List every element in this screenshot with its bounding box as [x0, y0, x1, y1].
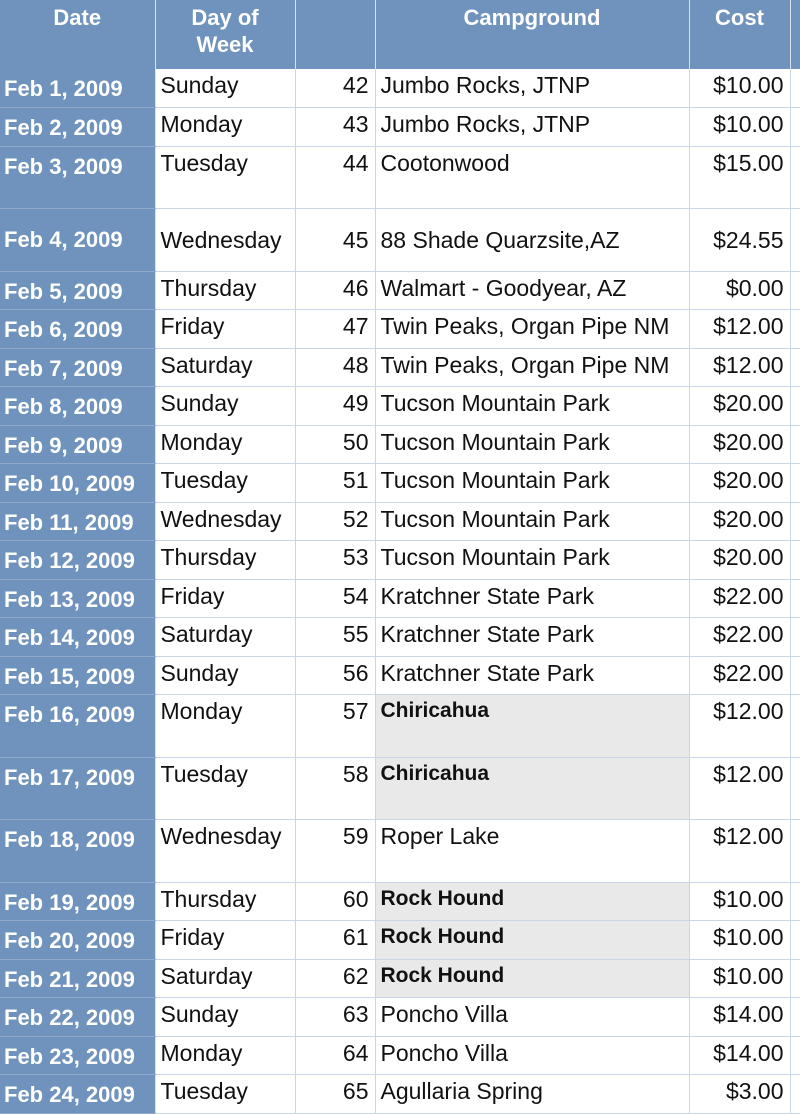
cell-date[interactable]: Feb 10, 2009 — [0, 464, 155, 503]
cell-extra[interactable] — [790, 579, 800, 618]
cell-campground[interactable]: Tucson Mountain Park — [375, 425, 689, 464]
cell-number[interactable]: 51 — [295, 464, 375, 503]
cell-cost[interactable]: $24.55 — [689, 209, 790, 272]
cell-day-of-week[interactable]: Saturday — [155, 618, 295, 657]
cell-date[interactable]: Feb 2, 2009 — [0, 108, 155, 147]
cell-number[interactable]: 56 — [295, 656, 375, 695]
cell-day-of-week[interactable]: Tuesday — [155, 757, 295, 820]
cell-extra[interactable] — [790, 502, 800, 541]
cell-cost[interactable]: $20.00 — [689, 464, 790, 503]
cell-day-of-week[interactable]: Monday — [155, 695, 295, 758]
cell-campground[interactable]: Tucson Mountain Park — [375, 464, 689, 503]
cell-campground[interactable]: Tucson Mountain Park — [375, 502, 689, 541]
cell-day-of-week[interactable]: Wednesday — [155, 820, 295, 883]
cell-cost[interactable]: $20.00 — [689, 425, 790, 464]
cell-day-of-week[interactable]: Wednesday — [155, 209, 295, 272]
cell-campground[interactable]: Poncho Villa — [375, 1036, 689, 1075]
cell-campground[interactable]: Kratchner State Park — [375, 618, 689, 657]
cell-date[interactable]: Feb 12, 2009 — [0, 541, 155, 580]
cell-date[interactable]: Feb 9, 2009 — [0, 425, 155, 464]
header-campground[interactable]: Campground — [375, 0, 689, 69]
cell-extra[interactable] — [790, 757, 800, 820]
cell-day-of-week[interactable]: Tuesday — [155, 464, 295, 503]
cell-cost[interactable]: $15.00 — [689, 146, 790, 209]
cell-campground[interactable]: Kratchner State Park — [375, 579, 689, 618]
cell-number[interactable]: 46 — [295, 271, 375, 310]
cell-extra[interactable] — [790, 1036, 800, 1075]
cell-cost[interactable]: $20.00 — [689, 541, 790, 580]
cell-number[interactable]: 54 — [295, 579, 375, 618]
cell-number[interactable]: 65 — [295, 1075, 375, 1114]
cell-campground[interactable]: Tucson Mountain Park — [375, 387, 689, 426]
cell-cost[interactable]: $22.00 — [689, 579, 790, 618]
cell-date[interactable]: Feb 14, 2009 — [0, 618, 155, 657]
cell-extra[interactable] — [790, 348, 800, 387]
cell-campground[interactable]: Twin Peaks, Organ Pipe NM — [375, 348, 689, 387]
cell-date[interactable]: Feb 17, 2009 — [0, 757, 155, 820]
table-row — [0, 921, 800, 960]
cell-day-of-week[interactable]: Tuesday — [155, 146, 295, 209]
table-row — [0, 579, 800, 618]
cell-day-of-week[interactable]: Monday — [155, 108, 295, 147]
cell-cost[interactable]: $20.00 — [689, 502, 790, 541]
cell-number[interactable]: 43 — [295, 108, 375, 147]
cell-date[interactable]: Feb 18, 2009 — [0, 820, 155, 883]
cell-extra[interactable] — [790, 820, 800, 883]
cell-number[interactable]: 59 — [295, 820, 375, 883]
header-number[interactable] — [295, 0, 375, 69]
cell-campground[interactable]: Chiricahua — [375, 757, 689, 820]
table-row — [0, 271, 800, 310]
cell-cost[interactable]: $10.00 — [689, 108, 790, 147]
cell-campground[interactable]: Rock Hound — [375, 959, 689, 998]
cell-campground[interactable]: Poncho Villa — [375, 998, 689, 1037]
table-row — [0, 425, 800, 464]
cell-cost[interactable]: $0.00 — [689, 271, 790, 310]
cell-number[interactable]: 48 — [295, 348, 375, 387]
cell-extra[interactable] — [790, 618, 800, 657]
cell-campground[interactable]: Rock Hound — [375, 882, 689, 921]
table-row — [0, 541, 800, 580]
header-cost[interactable]: Cost — [689, 0, 790, 69]
cell-extra[interactable] — [790, 69, 800, 108]
cell-cost[interactable]: $14.00 — [689, 1036, 790, 1075]
cell-cost[interactable]: $22.00 — [689, 656, 790, 695]
table-body — [0, 69, 800, 1113]
cell-day-of-week[interactable]: Monday — [155, 1036, 295, 1075]
table-row — [0, 757, 800, 820]
cell-campground[interactable]: Walmart - Goodyear, AZ — [375, 271, 689, 310]
table-row — [0, 618, 800, 657]
cell-number[interactable]: 61 — [295, 921, 375, 960]
cell-day-of-week[interactable]: Thursday — [155, 271, 295, 310]
header-day-of-week[interactable] — [155, 0, 295, 69]
cell-date[interactable]: Feb 22, 2009 — [0, 998, 155, 1037]
cell-cost[interactable]: $12.00 — [689, 820, 790, 883]
cell-date[interactable]: Feb 4, 2009 — [0, 209, 155, 272]
cell-day-of-week[interactable]: Thursday — [155, 882, 295, 921]
cell-date[interactable]: Feb 5, 2009 — [0, 271, 155, 310]
cell-day-of-week[interactable]: Friday — [155, 579, 295, 618]
table-row — [0, 209, 800, 272]
cell-date[interactable]: Feb 6, 2009 — [0, 310, 155, 349]
cell-campground[interactable]: Kratchner State Park — [375, 656, 689, 695]
cell-extra[interactable] — [790, 656, 800, 695]
cell-day-of-week[interactable]: Thursday — [155, 541, 295, 580]
cell-cost[interactable]: $14.00 — [689, 998, 790, 1037]
table-row — [0, 1036, 800, 1075]
table-row — [0, 695, 800, 758]
cell-day-of-week[interactable]: Monday — [155, 425, 295, 464]
cell-day-of-week[interactable]: Tuesday — [155, 1075, 295, 1114]
cell-number[interactable]: 49 — [295, 387, 375, 426]
header-day-line2: Week — [196, 32, 254, 57]
cell-date[interactable]: Feb 20, 2009 — [0, 921, 155, 960]
cell-day-of-week[interactable]: Friday — [155, 310, 295, 349]
cell-date[interactable]: Feb 8, 2009 — [0, 387, 155, 426]
cell-date[interactable]: Feb 23, 2009 — [0, 1036, 155, 1075]
table-row — [0, 348, 800, 387]
cell-number[interactable]: 45 — [295, 209, 375, 272]
cell-cost[interactable]: $3.00 — [689, 1075, 790, 1114]
cell-extra[interactable] — [790, 921, 800, 960]
table-row — [0, 69, 800, 108]
table-row — [0, 656, 800, 695]
header-extra[interactable] — [790, 0, 800, 69]
cell-day-of-week[interactable]: Saturday — [155, 348, 295, 387]
cell-campground[interactable]: Tucson Mountain Park — [375, 541, 689, 580]
cell-campground[interactable]: Twin Peaks, Organ Pipe NM — [375, 310, 689, 349]
cell-day-of-week[interactable]: Sunday — [155, 387, 295, 426]
cell-cost[interactable]: $12.00 — [689, 310, 790, 349]
table-row — [0, 820, 800, 883]
cell-cost[interactable]: $10.00 — [689, 69, 790, 108]
cell-cost[interactable]: $10.00 — [689, 959, 790, 998]
cell-extra[interactable] — [790, 425, 800, 464]
table-row — [0, 387, 800, 426]
cell-campground[interactable]: Cootonwood — [375, 146, 689, 209]
cell-number[interactable]: 63 — [295, 998, 375, 1037]
cell-extra[interactable] — [790, 959, 800, 998]
table-row — [0, 146, 800, 209]
cell-extra[interactable] — [790, 146, 800, 209]
table-row — [0, 959, 800, 998]
cell-date[interactable]: Feb 7, 2009 — [0, 348, 155, 387]
cell-number[interactable]: 58 — [295, 757, 375, 820]
cell-number[interactable]: 52 — [295, 502, 375, 541]
cell-cost[interactable]: $10.00 — [689, 921, 790, 960]
table-row — [0, 998, 800, 1037]
table-row — [0, 1075, 800, 1114]
cell-number[interactable]: 47 — [295, 310, 375, 349]
cell-extra[interactable] — [790, 387, 800, 426]
cell-extra[interactable] — [790, 464, 800, 503]
cell-extra[interactable] — [790, 1075, 800, 1114]
cell-extra[interactable] — [790, 310, 800, 349]
table-row — [0, 108, 800, 147]
cell-number[interactable]: 50 — [295, 425, 375, 464]
cell-cost[interactable]: $20.00 — [689, 387, 790, 426]
cell-campground[interactable]: Jumbo Rocks, JTNP — [375, 108, 689, 147]
cell-day-of-week[interactable]: Friday — [155, 921, 295, 960]
cell-number[interactable]: 64 — [295, 1036, 375, 1075]
table-row — [0, 464, 800, 503]
cell-campground[interactable]: Agullaria Spring — [375, 1075, 689, 1114]
cell-date[interactable]: Feb 3, 2009 — [0, 146, 155, 209]
cell-date[interactable]: Feb 21, 2009 — [0, 959, 155, 998]
cell-number[interactable]: 60 — [295, 882, 375, 921]
cell-cost[interactable]: $12.00 — [689, 757, 790, 820]
cell-day-of-week[interactable]: Sunday — [155, 69, 295, 108]
cell-date[interactable]: Feb 1, 2009 — [0, 69, 155, 108]
cell-number[interactable]: 53 — [295, 541, 375, 580]
cell-number[interactable]: 44 — [295, 146, 375, 209]
cell-number[interactable]: 42 — [295, 69, 375, 108]
cell-date[interactable]: Feb 16, 2009 — [0, 695, 155, 758]
cell-cost[interactable]: $22.00 — [689, 618, 790, 657]
cell-cost[interactable]: $12.00 — [689, 348, 790, 387]
cell-date[interactable]: Feb 15, 2009 — [0, 656, 155, 695]
cell-date[interactable]: Feb 11, 2009 — [0, 502, 155, 541]
cell-extra[interactable] — [790, 541, 800, 580]
cell-extra[interactable] — [790, 108, 800, 147]
cell-day-of-week[interactable]: Wednesday — [155, 502, 295, 541]
cell-day-of-week[interactable]: Sunday — [155, 656, 295, 695]
cell-day-of-week[interactable]: Sunday — [155, 998, 295, 1037]
table-row — [0, 882, 800, 921]
table-row — [0, 502, 800, 541]
cell-extra[interactable] — [790, 998, 800, 1037]
cell-cost[interactable]: $12.00 — [689, 695, 790, 758]
header-day-line1: Day of — [191, 5, 259, 30]
cell-campground[interactable]: Jumbo Rocks, JTNP — [375, 69, 689, 108]
cell-campground[interactable]: 88 Shade Quarzsite,AZ — [375, 209, 689, 272]
header-row — [0, 0, 800, 69]
cell-date[interactable]: Feb 24, 2009 — [0, 1075, 155, 1114]
cell-extra[interactable] — [790, 271, 800, 310]
cell-extra[interactable] — [790, 882, 800, 921]
cell-day-of-week[interactable]: Saturday — [155, 959, 295, 998]
header-date[interactable]: Date — [0, 0, 155, 69]
cell-number[interactable]: 57 — [295, 695, 375, 758]
cell-number[interactable]: 62 — [295, 959, 375, 998]
cell-date[interactable]: Feb 13, 2009 — [0, 579, 155, 618]
cell-campground[interactable]: Chiricahua — [375, 695, 689, 758]
cell-extra[interactable] — [790, 695, 800, 758]
cell-cost[interactable]: $10.00 — [689, 882, 790, 921]
cell-number[interactable]: 55 — [295, 618, 375, 657]
cell-date[interactable]: Feb 19, 2009 — [0, 882, 155, 921]
cell-extra[interactable] — [790, 209, 800, 272]
cell-campground[interactable]: Rock Hound — [375, 921, 689, 960]
cell-campground[interactable]: Roper Lake — [375, 820, 689, 883]
table-row — [0, 310, 800, 349]
